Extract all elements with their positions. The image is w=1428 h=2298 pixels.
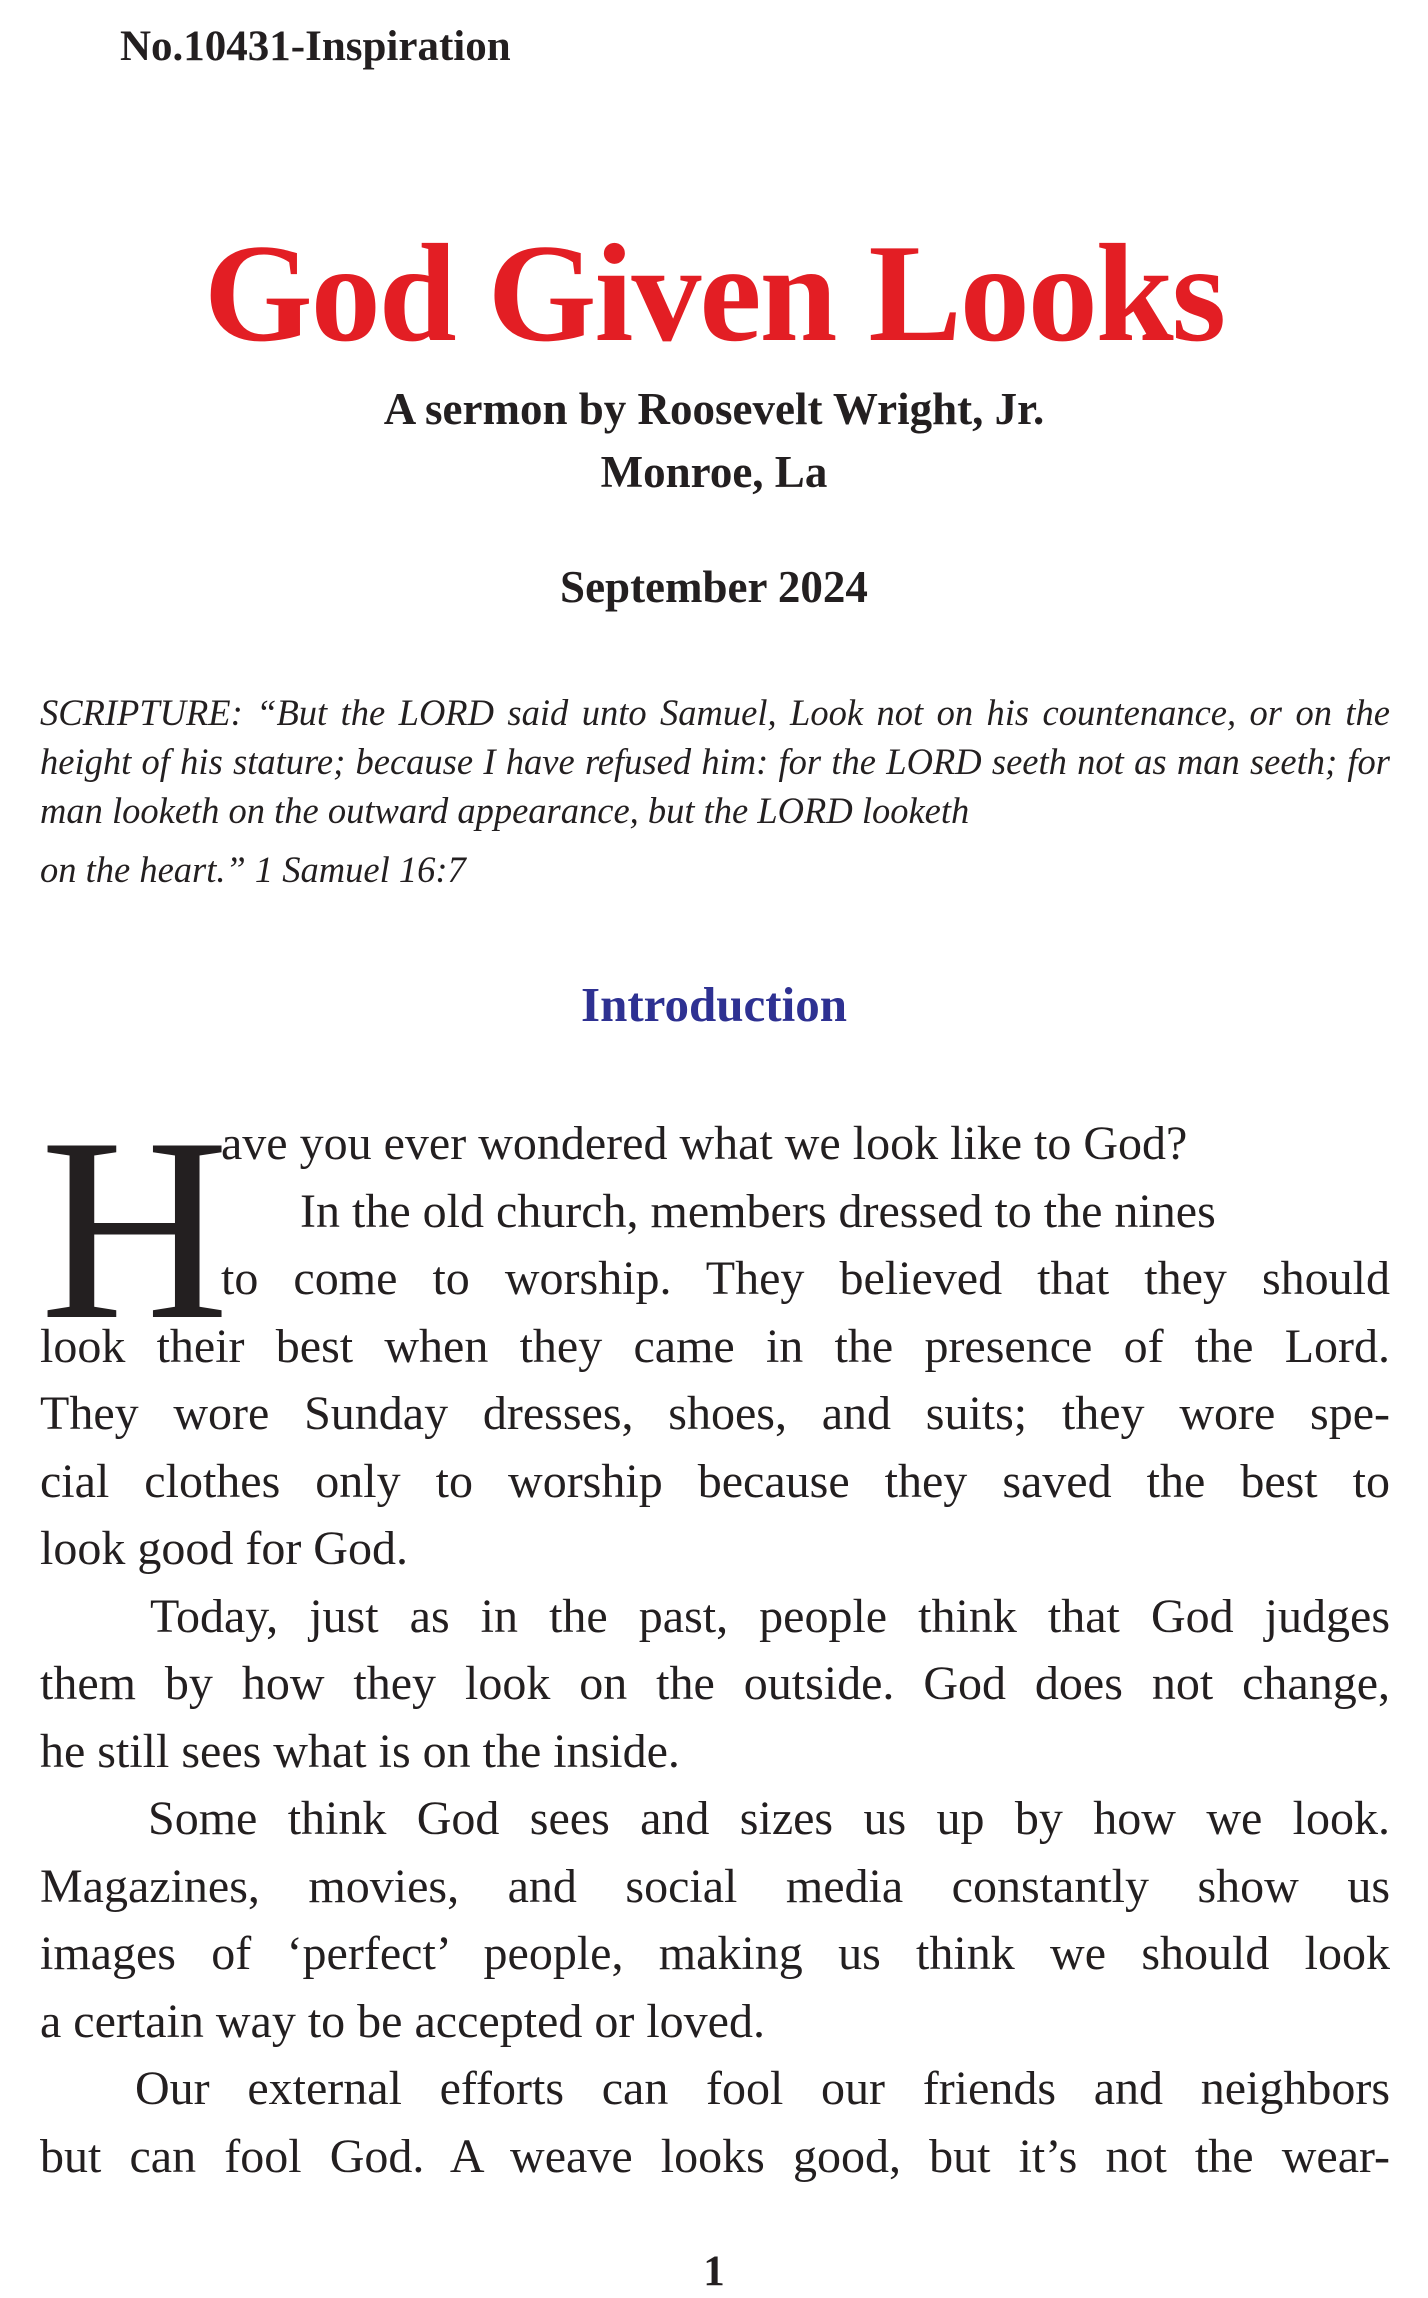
date-line: September 2024 — [560, 562, 868, 612]
body-line: look good for God. — [40, 1522, 408, 1575]
sermon-title: God Given Looks — [203, 216, 1225, 371]
body-line: cial clothes only to worship because they saved the best to — [40, 1454, 1390, 1508]
body-line: Some think God sees and sizes us up by how we look. — [148, 1792, 1390, 1845]
scripture-line: on the heart.” 1 Samuel 16:7 — [40, 849, 466, 890]
scripture-line: as man seeth; for man looketh on the outward appearance, but the LORD looketh — [40, 741, 1390, 831]
page-number: 1 — [703, 2248, 725, 2295]
body-line: them by how they look on the outside. God does not change, — [40, 1657, 1390, 1710]
body-line: They wore Sunday dresses, shoes, and suits; they wore spe- — [40, 1387, 1390, 1440]
body-line: Our external efforts can fool our friends and neighbors — [135, 2062, 1390, 2115]
body-line: a certain way to be accepted or loved. — [40, 1994, 765, 2048]
body-line: Magazines, movies, and social media constantly show us — [40, 1859, 1390, 1913]
drop-cap: H — [40, 1084, 230, 1374]
section-heading: Introduction — [581, 977, 847, 1032]
scripture-line: SCRIPTURE: “But the LORD said unto Samuel, Look not on his countenance, or — [40, 692, 1283, 733]
body-line: look their best when they came in the presence of the Lord. — [40, 1319, 1390, 1373]
body-line: Today, just as in the past, people think that God judges — [150, 1589, 1390, 1643]
author-line: A sermon by Roosevelt Wright, Jr. — [383, 384, 1045, 434]
document-number: No.10431-Inspiration — [120, 23, 511, 70]
scripture-quote — [40, 688, 1390, 894]
body-line: he still sees what is on the inside. — [40, 1724, 680, 1778]
body-line: ave you ever wondered what we look like to God? — [221, 1117, 1188, 1170]
body-line: images of ‘perfect’ people, making us think we should look — [40, 1927, 1390, 1980]
body-line: In the old church, members dressed to the nines — [300, 1184, 1216, 1238]
scripture-line: on the height of his stature; because I have refused him: for the LORD seeth not — [40, 692, 1391, 782]
body-line: to come to worship. They believed that they should — [221, 1252, 1390, 1305]
location-line: Monroe, La — [600, 447, 828, 497]
body-text — [40, 1084, 1390, 2190]
body-line: but can fool God. A weave looks good, but it’s not the wear- — [40, 2129, 1390, 2183]
